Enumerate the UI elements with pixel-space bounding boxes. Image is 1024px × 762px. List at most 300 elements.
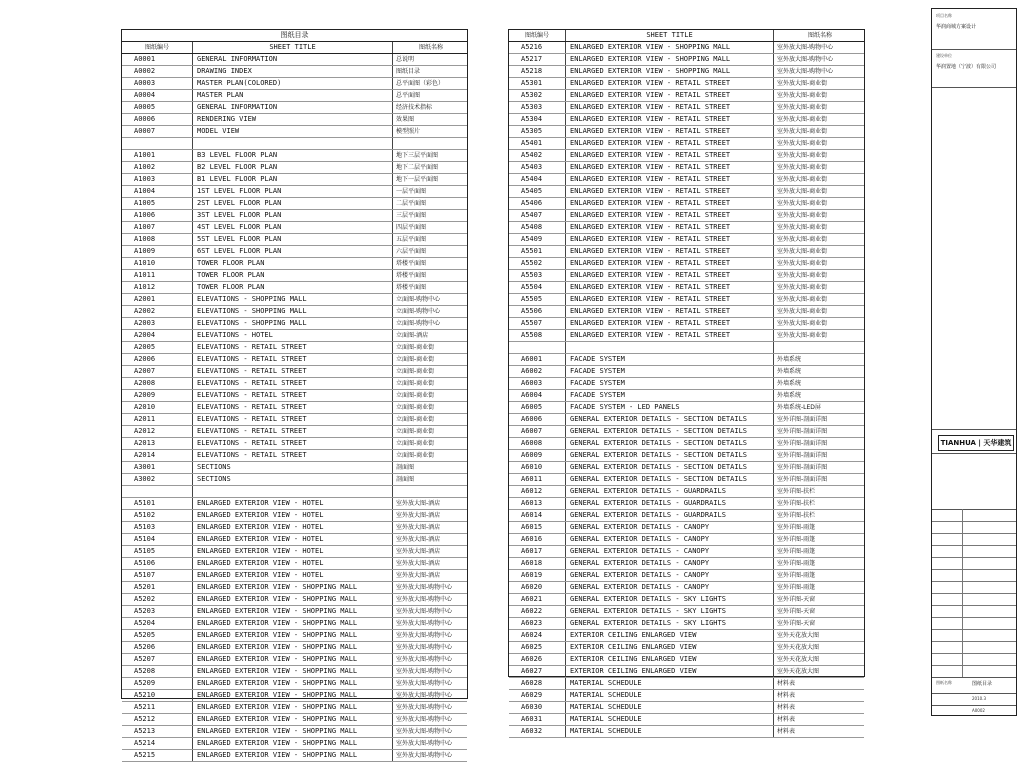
sheet-name-cell: 材料表 bbox=[777, 680, 796, 687]
header-name: 图纸名称 bbox=[807, 32, 832, 39]
sheet-title-cell: ENLARGED EXTERIOR VIEW - RETAIL STREET bbox=[566, 138, 774, 149]
table-row bbox=[509, 78, 864, 90]
table-row bbox=[122, 366, 467, 378]
sheet-name-cell: 室外详图-雨篷 bbox=[777, 560, 816, 567]
sheet-number-cell: A6026 bbox=[509, 654, 566, 665]
sheet-number-cell: A5214 bbox=[122, 738, 193, 749]
sheet-title-cell bbox=[193, 486, 393, 497]
sheet-name-cell: 总平面图（彩色） bbox=[396, 80, 445, 87]
sheet-title-cell: B3 LEVEL FLOOR PLAN bbox=[193, 150, 393, 161]
sheet-name-cell: 立面图-商业街 bbox=[396, 440, 435, 447]
sheet-title-cell: GENERAL EXTERIOR DETAILS - CANOPY bbox=[566, 534, 774, 545]
sheet-name-cell: 立面图-商业街 bbox=[396, 368, 435, 375]
sheet-name-cell: 室外放大图-商业街 bbox=[777, 104, 828, 111]
sheet-number-cell: A5503 bbox=[509, 270, 566, 281]
sheet-name-cell: 室外放大图-商业街 bbox=[777, 92, 828, 99]
sheet-title-cell: FACADE SYSTEM bbox=[566, 390, 774, 401]
table-row bbox=[122, 294, 467, 306]
sheet-name-cell: 室外详图-扶栏 bbox=[777, 512, 816, 519]
table-row bbox=[122, 582, 467, 594]
sheet-title-cell: EXTERIOR CEILING ENLARGED VIEW bbox=[566, 654, 774, 665]
sheet-title-cell: ENLARGED EXTERIOR VIEW - RETAIL STREET bbox=[566, 78, 774, 89]
sheet-name-cell: 图纸目录 bbox=[396, 68, 421, 75]
sheet-title-cell: ENLARGED EXTERIOR VIEW - SHOPPING MALL bbox=[193, 606, 393, 617]
table-row bbox=[509, 66, 864, 78]
table-row bbox=[122, 210, 467, 222]
sheet-title-cell: ENLARGED EXTERIOR VIEW - HOTEL bbox=[193, 570, 393, 581]
sheet-title-cell: ENLARGED EXTERIOR VIEW - SHOPPING MALL bbox=[193, 582, 393, 593]
table-row bbox=[509, 642, 864, 654]
table-row bbox=[509, 42, 864, 54]
sheet-number-cell: A1006 bbox=[122, 210, 193, 221]
sheet-title-cell: ENLARGED EXTERIOR VIEW - RETAIL STREET bbox=[566, 306, 774, 317]
sheet-name-cell: 材料表 bbox=[777, 728, 796, 735]
sheet-number-cell: A5102 bbox=[122, 510, 193, 521]
sheet-number-cell: A5406 bbox=[509, 198, 566, 209]
sheet-title-cell: MASTER PLAN(COLORED) bbox=[193, 78, 393, 89]
sheet-title-cell: ENLARGED EXTERIOR VIEW - SHOPPING MALL bbox=[193, 750, 393, 761]
sheet-number-cell: A0001 bbox=[122, 54, 193, 65]
sheet-name-cell: 室外放大图-商业街 bbox=[777, 152, 828, 159]
sheet-name-cell: 室外放大图-商业街 bbox=[777, 296, 828, 303]
sheet-title-cell: GENERAL EXTERIOR DETAILS - GUARDRAILS bbox=[566, 510, 774, 521]
table-row bbox=[509, 618, 864, 630]
sheet-title-cell: ENLARGED EXTERIOR VIEW - RETAIL STREET bbox=[566, 114, 774, 125]
table-row bbox=[509, 462, 864, 474]
sheet-title-cell: ENLARGED EXTERIOR VIEW - SHOPPING MALL bbox=[193, 666, 393, 677]
sheet-name-cell: 立面图-商业街 bbox=[396, 428, 435, 435]
sheet-name-cell: 立面图-商业街 bbox=[396, 380, 435, 387]
sheet-number-cell: A6024 bbox=[509, 630, 566, 641]
sheet-title-cell: GENERAL EXTERIOR DETAILS - SKY LIGHTS bbox=[566, 594, 774, 605]
sheet-name-cell: 外墙系统-LED屏 bbox=[777, 404, 821, 411]
sheet-number-cell: A2001 bbox=[122, 294, 193, 305]
sheet-number-cell: A5207 bbox=[122, 654, 193, 665]
sheet-number-cell: A0002 bbox=[122, 66, 193, 77]
sheet-title-cell: GENERAL EXTERIOR DETAILS - CANOPY bbox=[566, 558, 774, 569]
table-row bbox=[122, 186, 467, 198]
table-row bbox=[122, 354, 467, 366]
sheet-name-cell: 室外放大图-购物中心 bbox=[396, 716, 453, 723]
drawing-index-table-right bbox=[508, 29, 865, 735]
table-row bbox=[509, 222, 864, 234]
sheet-name-cell: 室外放大图-购物中心 bbox=[777, 68, 834, 75]
header-title: SHEET TITLE bbox=[566, 30, 774, 41]
table-row bbox=[509, 690, 864, 702]
sheet-title-cell: GENERAL EXTERIOR DETAILS - SKY LIGHTS bbox=[566, 618, 774, 629]
sheet-name-cell: 室外详图-雨篷 bbox=[777, 536, 816, 543]
sheet-name-cell: 室外放大图-购物中心 bbox=[396, 644, 453, 651]
table-row bbox=[509, 558, 864, 570]
sheet-number-cell: A2006 bbox=[122, 354, 193, 365]
sheet-title-cell: GENERAL EXTERIOR DETAILS - GUARDRAILS bbox=[566, 486, 774, 497]
sheet-name-cell: 外墙系统 bbox=[777, 380, 802, 387]
sheet-name-cell: 室外放大图-酒店 bbox=[396, 524, 441, 531]
table-row bbox=[509, 270, 864, 282]
sheet-name-cell: 室外放大图-购物中心 bbox=[396, 740, 453, 747]
sheet-number-cell: A5402 bbox=[509, 150, 566, 161]
firm-logo: TIANHUA | 天华建筑 bbox=[938, 435, 1014, 451]
drawing-title-label: 图纸名称 bbox=[936, 680, 952, 685]
sheet-title-cell: GENERAL EXTERIOR DETAILS - CANOPY bbox=[566, 570, 774, 581]
sheet-number-cell: A5403 bbox=[509, 162, 566, 173]
sheet-number-cell: A6009 bbox=[509, 450, 566, 461]
table-row bbox=[122, 642, 467, 654]
sheet-number-cell: A6029 bbox=[509, 690, 566, 701]
sheet-name-cell: 效果图 bbox=[396, 116, 415, 123]
sheet-title-cell: ENLARGED EXTERIOR VIEW - SHOPPING MALL bbox=[193, 618, 393, 629]
drawing-index-table-left bbox=[121, 29, 468, 759]
project-label: 项目名称 bbox=[936, 13, 952, 18]
table-row bbox=[122, 174, 467, 186]
sheet-number-cell: A6004 bbox=[509, 390, 566, 401]
sheet-name-cell: 立面图-商业街 bbox=[396, 416, 435, 423]
sheet-number-cell: A5202 bbox=[122, 594, 193, 605]
table-row bbox=[122, 330, 467, 342]
sheet-name-cell: 室外放大图-商业街 bbox=[777, 128, 828, 135]
sheet-name-cell: 模型照片 bbox=[396, 128, 421, 135]
sheet-name-cell bbox=[393, 138, 469, 149]
table-row bbox=[509, 378, 864, 390]
sheet-number-cell: A0004 bbox=[122, 90, 193, 101]
table-row bbox=[509, 174, 864, 186]
sheet-name-cell: 室外放大图-购物中心 bbox=[396, 752, 453, 759]
sheet-title-cell: GENERAL EXTERIOR DETAILS - CANOPY bbox=[566, 546, 774, 557]
sheet-name-cell: 室外详图-天窗 bbox=[777, 608, 816, 615]
sheet-name-cell: 六层平面图 bbox=[396, 248, 427, 255]
sheet-number-cell: A1003 bbox=[122, 174, 193, 185]
sheet-name-cell: 室外放大图-购物中心 bbox=[396, 632, 453, 639]
sheet-name-cell: 室外放大图-商业街 bbox=[777, 260, 828, 267]
sheet-title-cell: GENERAL EXTERIOR DETAILS - SECTION DETAILS bbox=[566, 450, 774, 461]
sheet-title-cell: ENLARGED EXTERIOR VIEW - SHOPPING MALL bbox=[193, 594, 393, 605]
sheet-title-cell: FACADE SYSTEM bbox=[566, 378, 774, 389]
sheet-title-cell: ENLARGED EXTERIOR VIEW - RETAIL STREET bbox=[566, 222, 774, 233]
table-row bbox=[122, 750, 467, 762]
sheet-name-cell: 剖面图 bbox=[396, 464, 415, 471]
sheet-name-cell: 立面图-购物中心 bbox=[396, 320, 441, 327]
sheet-number-cell: A3001 bbox=[122, 462, 193, 473]
sheet-number-cell: A6006 bbox=[509, 414, 566, 425]
table-row bbox=[122, 654, 467, 666]
sheet-name-cell: 材料表 bbox=[777, 716, 796, 723]
table-row bbox=[122, 594, 467, 606]
sheet-number-cell: A5401 bbox=[509, 138, 566, 149]
sheet-number-cell: A1007 bbox=[122, 222, 193, 233]
sheet-name-cell: 室外天花放大图 bbox=[777, 656, 820, 663]
sheet-title-cell: ELEVATIONS - RETAIL STREET bbox=[193, 342, 393, 353]
table-row bbox=[509, 522, 864, 534]
table-body bbox=[509, 42, 864, 738]
sheet-title-cell: ENLARGED EXTERIOR VIEW - RETAIL STREET bbox=[566, 186, 774, 197]
sheet-title-cell: ENLARGED EXTERIOR VIEW - HOTEL bbox=[193, 510, 393, 521]
table-row bbox=[509, 594, 864, 606]
sheet-name-cell: 室外放大图-购物中心 bbox=[396, 584, 453, 591]
sheet-title-cell: 4ST LEVEL FLOOR PLAN bbox=[193, 222, 393, 233]
sheet-title-cell: ENLARGED EXTERIOR VIEW - SHOPPING MALL bbox=[193, 726, 393, 737]
table-row bbox=[509, 126, 864, 138]
sheet-name-cell: 一层平面图 bbox=[396, 188, 427, 195]
sheet-name-cell: 塔楼平面图 bbox=[396, 260, 427, 267]
table-row bbox=[122, 486, 467, 498]
table-row bbox=[509, 702, 864, 714]
table-row bbox=[509, 90, 864, 102]
sheet-number-cell: A2014 bbox=[122, 450, 193, 461]
table-header bbox=[509, 30, 864, 42]
table-row bbox=[509, 198, 864, 210]
table-row bbox=[509, 606, 864, 618]
sheet-title-cell: ELEVATIONS - RETAIL STREET bbox=[193, 366, 393, 377]
project-name: 华润商城方案设计 bbox=[936, 24, 977, 30]
sheet-number-cell: A5407 bbox=[509, 210, 566, 221]
table-row bbox=[122, 618, 467, 630]
sheet-name-cell: 立面图-购物中心 bbox=[396, 296, 441, 303]
sheet-name-cell: 立面图-购物中心 bbox=[396, 308, 441, 315]
sheet-title-cell: ENLARGED EXTERIOR VIEW - RETAIL STREET bbox=[566, 234, 774, 245]
sheet-title-cell: SECTIONS bbox=[193, 474, 393, 485]
sheet-name-cell: 室外放大图-商业街 bbox=[777, 200, 828, 207]
sheet-number-cell: A5203 bbox=[122, 606, 193, 617]
table-row bbox=[122, 102, 467, 114]
sheet-name-cell: 室外放大图-购物中心 bbox=[396, 680, 453, 687]
sheet-number: A0002 bbox=[972, 708, 985, 713]
sheet-number-cell: A6019 bbox=[509, 570, 566, 581]
sheet-name-cell: 立面图-酒店 bbox=[396, 332, 429, 339]
sheet-title-cell: ENLARGED EXTERIOR VIEW - SHOPPING MALL bbox=[193, 702, 393, 713]
sheet-number-cell: A5217 bbox=[509, 54, 566, 65]
sheet-name-cell: 室外详图-雨篷 bbox=[777, 548, 816, 555]
table-row bbox=[122, 498, 467, 510]
table-row bbox=[509, 498, 864, 510]
sheet-title-cell: TOWER FLOOR PLAN bbox=[193, 258, 393, 269]
sheet-title-cell: FACADE SYSTEM bbox=[566, 354, 774, 365]
sheet-name-cell: 室外放大图-酒店 bbox=[396, 536, 441, 543]
sheet-number-cell: A5211 bbox=[122, 702, 193, 713]
table-row bbox=[122, 234, 467, 246]
sheet-title-cell: GENERAL EXTERIOR DETAILS - CANOPY bbox=[566, 522, 774, 533]
sheet-name-cell: 立面图-商业街 bbox=[396, 404, 435, 411]
sheet-number-cell: A6005 bbox=[509, 402, 566, 413]
sheet-number-cell: A5302 bbox=[509, 90, 566, 101]
sheet-name-cell: 室外详图-扶栏 bbox=[777, 500, 816, 507]
sheet-title-cell: GENERAL EXTERIOR DETAILS - SECTION DETAILS bbox=[566, 438, 774, 449]
table-row bbox=[122, 558, 467, 570]
sheet-title-cell: ENLARGED EXTERIOR VIEW - RETAIL STREET bbox=[566, 294, 774, 305]
sheet-name-cell: 室外放大图-商业街 bbox=[777, 116, 828, 123]
table-row bbox=[122, 198, 467, 210]
table-row bbox=[122, 378, 467, 390]
sheet-number-cell: A6003 bbox=[509, 378, 566, 389]
sheet-number-cell: A2002 bbox=[122, 306, 193, 317]
sheet-number-cell: A5218 bbox=[509, 66, 566, 77]
sheet-title-cell: ENLARGED EXTERIOR VIEW - RETAIL STREET bbox=[566, 282, 774, 293]
sheet-title-cell: ENLARGED EXTERIOR VIEW - HOTEL bbox=[193, 546, 393, 557]
sheet-number-cell: A2013 bbox=[122, 438, 193, 449]
sheet-name-cell: 室外放大图-购物中心 bbox=[777, 44, 834, 51]
sheet-number-cell: A1005 bbox=[122, 198, 193, 209]
table-row bbox=[509, 306, 864, 318]
sheet-name-cell: 室外放大图-商业街 bbox=[777, 188, 828, 195]
sheet-name-cell: 经济技术指标 bbox=[396, 104, 433, 111]
client-label: 建设单位 bbox=[936, 53, 952, 58]
sheet-title-cell: MODEL VIEW bbox=[193, 126, 393, 137]
sheet-title-cell: TOWER FLOOR PLAN bbox=[193, 282, 393, 293]
sheet-number-cell: A0005 bbox=[122, 102, 193, 113]
sheet-number-cell: A6021 bbox=[509, 594, 566, 605]
sheet-number-cell: A5305 bbox=[509, 126, 566, 137]
sheet-number-cell: A6020 bbox=[509, 582, 566, 593]
sheet-name-cell: 室外放大图-购物中心 bbox=[396, 620, 453, 627]
sheet-title-cell: ENLARGED EXTERIOR VIEW - SHOPPING MALL bbox=[193, 678, 393, 689]
table-row bbox=[509, 186, 864, 198]
table-row bbox=[509, 210, 864, 222]
sheet-name-cell: 室外放大图-购物中心 bbox=[396, 656, 453, 663]
sheet-title-cell: 3ST LEVEL FLOOR PLAN bbox=[193, 210, 393, 221]
sheet-number-cell: A6027 bbox=[509, 666, 566, 677]
sheet-title-cell: ENLARGED EXTERIOR VIEW - SHOPPING MALL bbox=[566, 42, 774, 53]
table-row bbox=[509, 150, 864, 162]
sheet-name-cell: 室外放大图-购物中心 bbox=[396, 728, 453, 735]
sheet-title-cell: ELEVATIONS - RETAIL STREET bbox=[193, 450, 393, 461]
sheet-title-cell: 1ST LEVEL FLOOR PLAN bbox=[193, 186, 393, 197]
sheet-name-cell: 室外放大图-购物中心 bbox=[396, 608, 453, 615]
sheet-number-cell: A6032 bbox=[509, 726, 566, 737]
sheet-name-cell: 室外详图-剖面详图 bbox=[777, 476, 828, 483]
sheet-name-cell: 外墙系统 bbox=[777, 356, 802, 363]
sheet-name-cell: 塔楼平面图 bbox=[396, 272, 427, 279]
sheet-title-cell: ENLARGED EXTERIOR VIEW - HOTEL bbox=[193, 522, 393, 533]
sheet-title-cell: TOWER FLOOR PLAN bbox=[193, 270, 393, 281]
sheet-number-cell: A2010 bbox=[122, 402, 193, 413]
sheet-number-cell: A5201 bbox=[122, 582, 193, 593]
sheet-number-cell: A6016 bbox=[509, 534, 566, 545]
table-row bbox=[122, 546, 467, 558]
sheet-name-cell: 总说明 bbox=[396, 56, 415, 63]
sheet-title-cell: ENLARGED EXTERIOR VIEW - RETAIL STREET bbox=[566, 258, 774, 269]
sheet-number-cell: A5304 bbox=[509, 114, 566, 125]
sheet-number-cell: A5205 bbox=[122, 630, 193, 641]
table-row bbox=[509, 234, 864, 246]
header-title: SHEET TITLE bbox=[193, 42, 393, 53]
sheet-number-cell: A2005 bbox=[122, 342, 193, 353]
sheet-title-cell: ELEVATIONS - SHOPPING MALL bbox=[193, 306, 393, 317]
table-body bbox=[122, 54, 467, 762]
sheet-number-cell: A6008 bbox=[509, 438, 566, 449]
table-row bbox=[122, 150, 467, 162]
sheet-title-cell: ENLARGED EXTERIOR VIEW - SHOPPING MALL bbox=[193, 654, 393, 665]
table-row bbox=[122, 606, 467, 618]
sheet-name-cell: 室外放大图-购物中心 bbox=[396, 704, 453, 711]
sheet-title-cell: EXTERIOR CEILING ENLARGED VIEW bbox=[566, 630, 774, 641]
sheet-number-cell: A6011 bbox=[509, 474, 566, 485]
table-row bbox=[509, 630, 864, 642]
sheet-name-cell: 室外详图-天窗 bbox=[777, 596, 816, 603]
sheet-title-cell: GENERAL EXTERIOR DETAILS - SECTION DETAILS bbox=[566, 474, 774, 485]
sheet-number-cell: A0007 bbox=[122, 126, 193, 137]
sheet-number-cell: A1004 bbox=[122, 186, 193, 197]
table-row bbox=[122, 450, 467, 462]
sheet-title-cell: ELEVATIONS - RETAIL STREET bbox=[193, 390, 393, 401]
table-row bbox=[122, 246, 467, 258]
table-header bbox=[122, 42, 467, 54]
table-row bbox=[509, 282, 864, 294]
sheet-title-cell: B2 LEVEL FLOOR PLAN bbox=[193, 162, 393, 173]
sheet-number-cell: A6017 bbox=[509, 546, 566, 557]
table-row bbox=[509, 102, 864, 114]
table-title: 图纸目录 bbox=[122, 30, 467, 42]
sheet-number-cell: A5505 bbox=[509, 294, 566, 305]
sheet-number-cell: A5501 bbox=[509, 246, 566, 257]
table-row bbox=[122, 702, 467, 714]
sheet-number-cell: A6028 bbox=[509, 678, 566, 689]
sheet-name-cell: 室外放大图-商业街 bbox=[777, 272, 828, 279]
table-row bbox=[509, 450, 864, 462]
sheet-number-cell: A6002 bbox=[509, 366, 566, 377]
sheet-number-cell: A5104 bbox=[122, 534, 193, 545]
sheet-name-cell: 室外放大图-购物中心 bbox=[396, 692, 453, 699]
sheet-number-cell: A5405 bbox=[509, 186, 566, 197]
sheet-name-cell: 室外详图-雨篷 bbox=[777, 524, 816, 531]
table-row bbox=[122, 714, 467, 726]
table-row bbox=[122, 738, 467, 750]
table-row bbox=[122, 438, 467, 450]
sheet-number-cell: A6014 bbox=[509, 510, 566, 521]
sheet-number-cell: A6001 bbox=[509, 354, 566, 365]
table-row bbox=[509, 162, 864, 174]
sheet-number-cell: A6031 bbox=[509, 714, 566, 725]
table-row bbox=[509, 486, 864, 498]
sheet-number-cell: A0006 bbox=[122, 114, 193, 125]
sheet-name-cell: 室外放大图-商业街 bbox=[777, 308, 828, 315]
table-row bbox=[122, 138, 467, 150]
sheet-number-cell: A5507 bbox=[509, 318, 566, 329]
sheet-number-cell: A1011 bbox=[122, 270, 193, 281]
sheet-number-cell: A5105 bbox=[122, 546, 193, 557]
sheet-name-cell: 室外放大图-商业街 bbox=[777, 140, 828, 147]
sheet-number-cell: A6025 bbox=[509, 642, 566, 653]
table-row bbox=[509, 390, 864, 402]
sheet-title-cell: GENERAL EXTERIOR DETAILS - SECTION DETAILS bbox=[566, 414, 774, 425]
sheet-name-cell: 室外放大图-商业街 bbox=[777, 224, 828, 231]
sheet-title-cell: ENLARGED EXTERIOR VIEW - RETAIL STREET bbox=[566, 270, 774, 281]
sheet-title-cell: EXTERIOR CEILING ENLARGED VIEW bbox=[566, 642, 774, 653]
sheet-number-cell: A2008 bbox=[122, 378, 193, 389]
sheet-number-cell: A1012 bbox=[122, 282, 193, 293]
sheet-name-cell: 室外天花放大图 bbox=[777, 632, 820, 639]
sheet-number-cell: A6013 bbox=[509, 498, 566, 509]
sheet-title-cell: 2ST LEVEL FLOOR PLAN bbox=[193, 198, 393, 209]
sheet-title-cell: RENDERING VIEW bbox=[193, 114, 393, 125]
sheet-number-cell: A5404 bbox=[509, 174, 566, 185]
sheet-name-cell: 室外放大图-商业街 bbox=[777, 236, 828, 243]
table-row bbox=[509, 474, 864, 486]
table-row bbox=[122, 678, 467, 690]
sheet-name-cell: 室外放大图-商业街 bbox=[777, 332, 828, 339]
sheet-name-cell: 塔楼平面图 bbox=[396, 284, 427, 291]
sheet-number-cell: A5101 bbox=[122, 498, 193, 509]
sheet-title-cell: B1 LEVEL FLOOR PLAN bbox=[193, 174, 393, 185]
sheet-name-cell: 四层平面图 bbox=[396, 224, 427, 231]
table-row bbox=[509, 546, 864, 558]
table-row bbox=[122, 342, 467, 354]
sheet-title-cell: 5ST LEVEL FLOOR PLAN bbox=[193, 234, 393, 245]
sheet-name-cell: 室外详图-剖面详图 bbox=[777, 452, 828, 459]
sheet-number-cell: A2012 bbox=[122, 426, 193, 437]
sheet-number-cell: A2003 bbox=[122, 318, 193, 329]
sheet-title-cell: MATERIAL SCHEDULE bbox=[566, 702, 774, 713]
table-row bbox=[509, 570, 864, 582]
sheet-number-cell: A5212 bbox=[122, 714, 193, 725]
